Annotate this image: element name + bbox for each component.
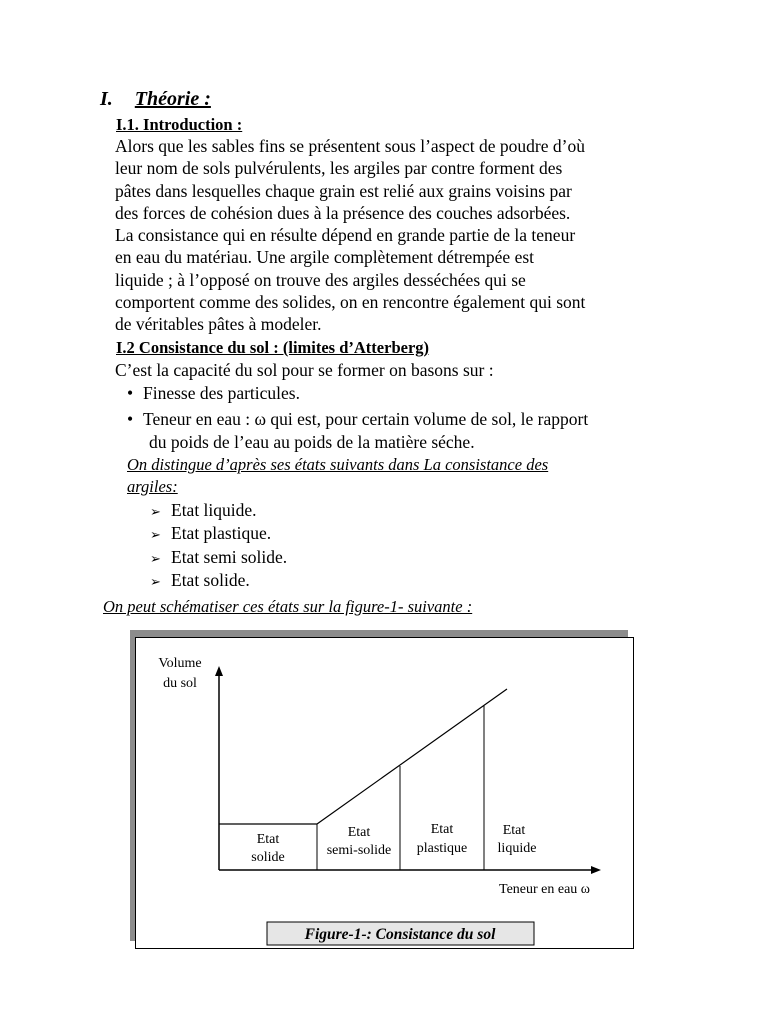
x-axis-label: Teneur en eau ω xyxy=(499,882,591,897)
bullet-text: Finesse des particules. xyxy=(143,383,300,403)
intro-line: des forces de cohésion dues à la présence des couches adsorbées. xyxy=(115,202,571,223)
bullet-item xyxy=(127,408,588,430)
states-note: argiles: xyxy=(127,477,178,496)
y-axis-arrow-icon xyxy=(215,666,223,676)
arrow-bullet-icon: ➢ xyxy=(150,551,161,566)
region-plastique-label: plastique xyxy=(416,841,468,856)
consistance-diagram xyxy=(136,638,633,948)
bullet-item xyxy=(127,382,300,404)
region-liquide-label: Etat xyxy=(502,823,526,838)
intro-line: comportent comme des solides, on en rencontre également qui sont xyxy=(115,292,586,313)
y-axis-label: du sol xyxy=(163,676,197,691)
intro-line: liquide ; à l’opposé on trouve des argiles desséchées qui se xyxy=(115,269,526,290)
state-item xyxy=(150,546,287,570)
intro-line: de véritables pâtes à modeler. xyxy=(115,314,322,335)
state-text: Etat semi solide. xyxy=(171,547,288,567)
figure-caption: Figure-1-: Consistance du sol xyxy=(304,926,496,943)
region-solide-label: Etat xyxy=(256,832,280,847)
intro-line: pâtes dans lesquelles chaque grain est relié aux grains voisins par xyxy=(115,180,572,201)
region-semi-solide-label: semi-solide xyxy=(326,843,392,858)
states-note: On distingue d’après ses états suivants dans La consistance des xyxy=(127,455,549,474)
arrow-bullet-icon: ➢ xyxy=(150,504,161,519)
intro-heading: I.1. Introduction : xyxy=(116,115,243,134)
bullet-icon xyxy=(127,383,143,403)
region-plastique-label: Etat xyxy=(430,822,454,837)
figure-intro: On peut schématiser ces états sur la figure-1- suivante : xyxy=(103,597,473,616)
state-item xyxy=(150,499,257,523)
arrow-bullet-icon: ➢ xyxy=(150,527,161,542)
y-axis-label: Volume xyxy=(158,656,202,671)
intro-line: Alors que les sables fins se présentent sous l’aspect de poudre d’où xyxy=(115,136,585,156)
intro-line: en eau du matériau. Une argile complètement détrempée est xyxy=(115,247,535,268)
bullet-icon xyxy=(127,409,143,429)
region-liquide-label: liquide xyxy=(497,841,537,856)
figure-box xyxy=(135,637,634,949)
section-title: Théorie : xyxy=(134,88,211,110)
consistance-heading: I.2 Consistance du sol : (limites d’Atterberg) xyxy=(116,338,430,357)
intro-line: leur nom de sols pulvérulents, les argiles par contre forment des xyxy=(115,158,563,179)
state-text: Etat plastique. xyxy=(171,523,272,543)
consistance-lead: C’est la capacité du sol pour se former on basons sur : xyxy=(115,360,494,380)
region-semi-solide-label: Etat xyxy=(347,825,371,840)
bullet-continuation: du poids de l’eau au poids de la matière séche. xyxy=(149,432,475,452)
intro-line: La consistance qui en résulte dépend en grande partie de la teneur xyxy=(115,225,576,246)
state-item xyxy=(150,569,250,593)
section-number: I. xyxy=(100,88,113,110)
state-text: Etat liquide. xyxy=(171,500,257,520)
region-solide-label: solide xyxy=(251,850,285,865)
state-text: Etat solide. xyxy=(171,570,250,590)
intro-paragraph xyxy=(115,135,585,336)
state-item xyxy=(150,522,271,546)
arrow-bullet-icon: ➢ xyxy=(150,574,161,589)
x-axis-arrow-icon xyxy=(591,866,601,874)
bullet-text: Teneur en eau : ω qui est, pour certain volume de sol, le rapport xyxy=(143,409,589,429)
section-heading xyxy=(100,88,211,111)
volume-curve xyxy=(219,689,507,824)
